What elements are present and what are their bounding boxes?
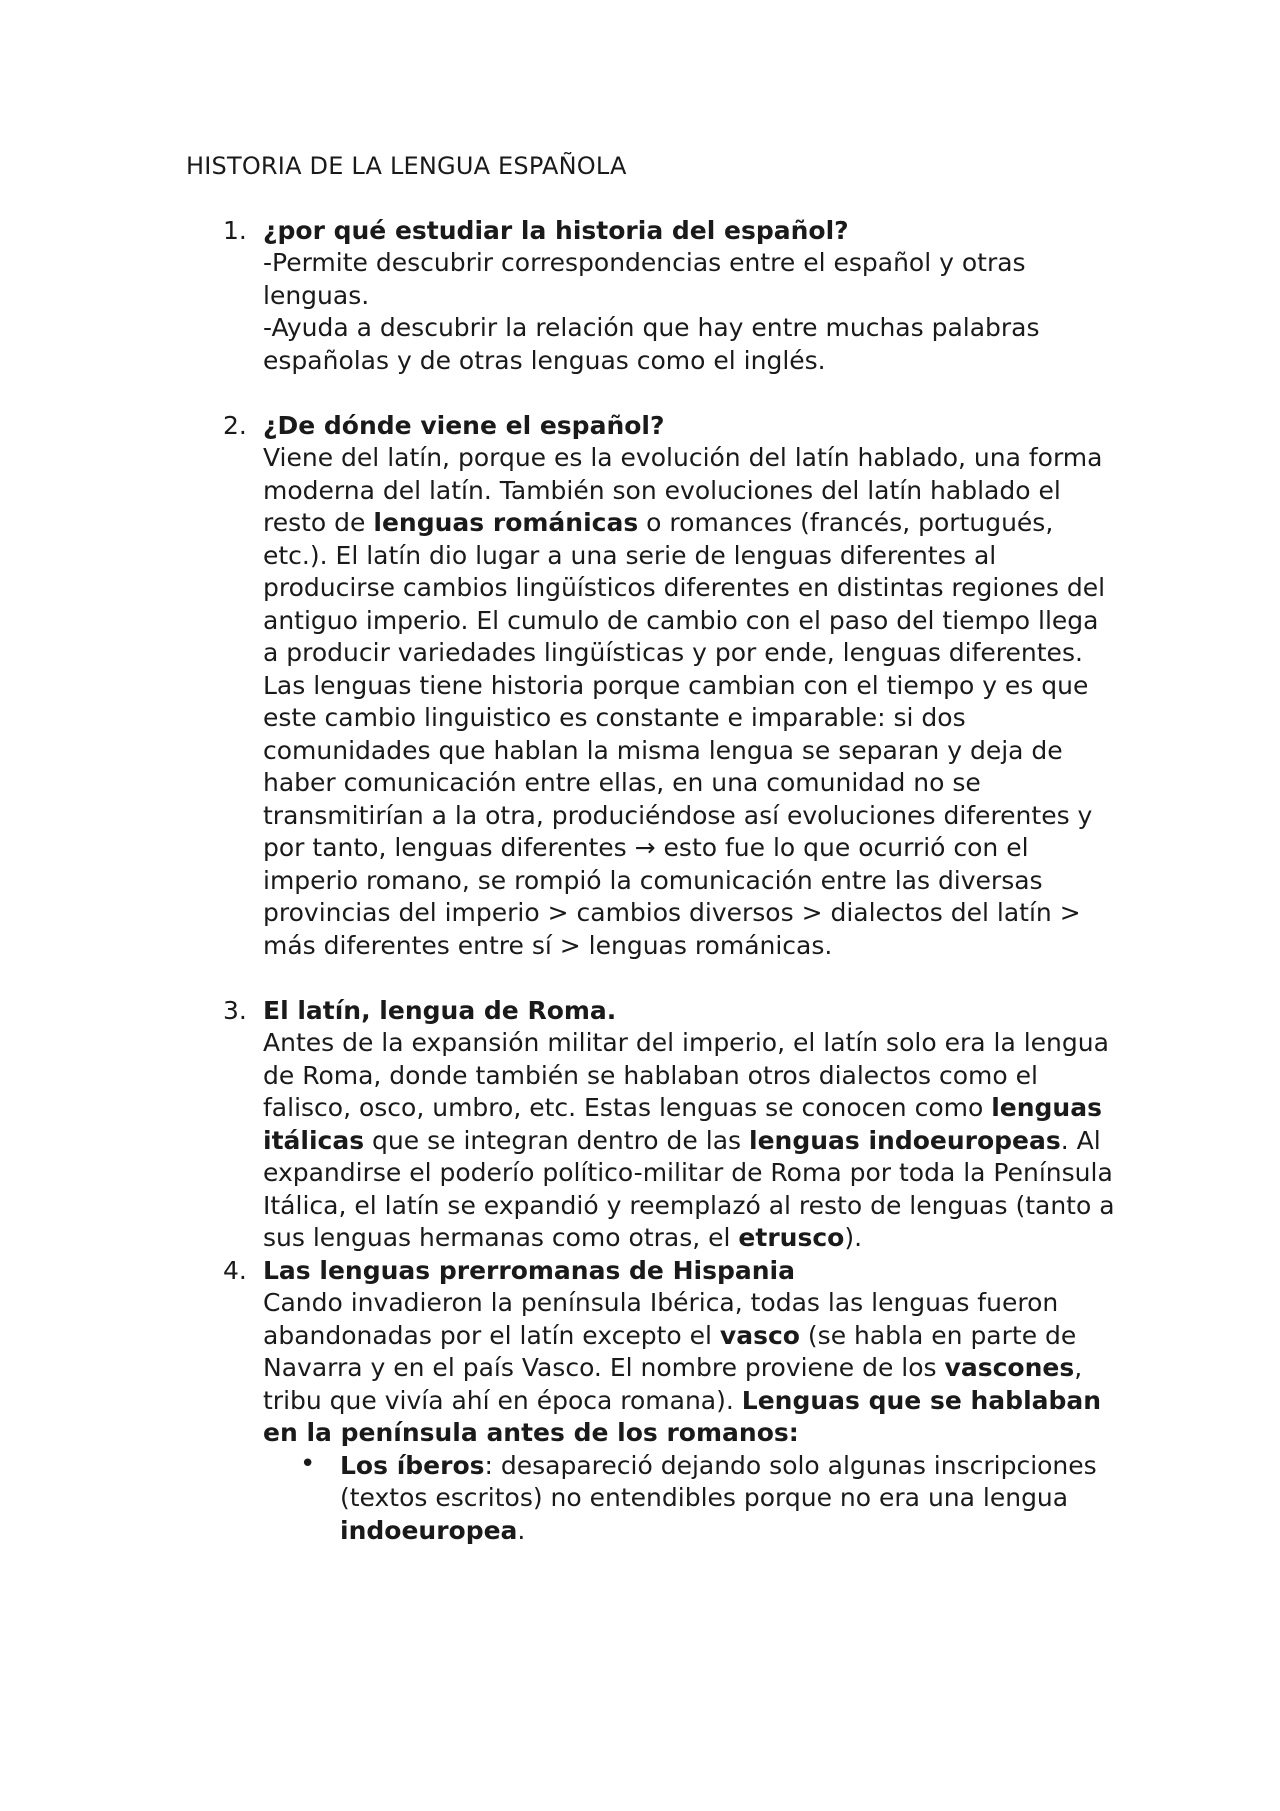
text-run: que se integran dentro de las bbox=[364, 1125, 749, 1155]
section-heading: ¿por qué estudiar la historia del español? bbox=[263, 215, 849, 245]
section-number: 3. bbox=[223, 995, 247, 1025]
section-heading: El latín, lengua de Roma. bbox=[263, 995, 617, 1025]
document-page bbox=[186, 150, 1116, 1547]
text-run: Antes de la expansión militar del imperio, el latín solo era la lengua de Roma, donde también se hablaban otros dialectos como el falisco, osco, umbro, etc. Estas lenguas se conocen como bbox=[263, 1028, 1109, 1122]
bold-term: lenguas itálicas bbox=[263, 1093, 1102, 1155]
section-line: -Permite descubrir correspondencias entre el español y otras lenguas. bbox=[263, 248, 1026, 310]
section-spacer bbox=[186, 962, 1116, 995]
bullet-icon: • bbox=[300, 1448, 316, 1479]
bold-term: etrusco bbox=[738, 1223, 845, 1252]
bold-term: vascones bbox=[944, 1353, 1075, 1382]
section-1 bbox=[186, 215, 1116, 378]
section-number: 2. bbox=[223, 410, 247, 440]
arrow-icon: → bbox=[634, 833, 656, 862]
section-2 bbox=[186, 410, 1116, 963]
section-paragraph bbox=[263, 670, 1116, 963]
section-4 bbox=[186, 1255, 1116, 1548]
bold-term: lenguas románicas bbox=[373, 508, 639, 537]
section-heading: ¿De dónde viene el español? bbox=[263, 410, 665, 440]
text-run: . bbox=[517, 1515, 526, 1545]
section-line: -Ayuda a descubrir la relación que hay entre muchas palabras españolas y de otras lenguas como el inglés. bbox=[263, 313, 1040, 375]
section-heading: Las lenguas prerromanas de Hispania bbox=[263, 1255, 795, 1285]
text-run: Las lenguas tiene historia porque cambian con el tiempo y es que este cambio linguistico es constante e imparable: si dos comunidades que hablan la misma lengua se separan y deja de haber comunicación entre ellas, en una comunidad no se transmitirían a la otra, produciéndose así evoluciones diferentes y por tanto, lenguas diferentes bbox=[263, 670, 1093, 862]
bold-term: vasco bbox=[719, 1320, 800, 1350]
list-item bbox=[300, 1448, 1116, 1548]
section-paragraph bbox=[263, 442, 1116, 670]
bold-term: lenguas indoeuropeas bbox=[749, 1125, 1061, 1155]
text-run: ). bbox=[844, 1223, 863, 1252]
section-number: 4. bbox=[223, 1255, 247, 1285]
document-title: HISTORIA DE LA LENGUA ESPAÑOLA bbox=[186, 152, 627, 180]
text-run: (se habla en parte de Navarra y en el país Vasco. El nombre proviene de los bbox=[263, 1320, 1077, 1382]
section-spacer bbox=[186, 377, 1116, 410]
text-run: : desapareció dejando solo algunas inscripciones (textos escritos) no entendibles porque no era una lengua bbox=[340, 1450, 1097, 1512]
bold-term: Los íberos bbox=[340, 1450, 485, 1480]
text-run: , tribu que vivía ahí en época romana). bbox=[263, 1353, 1083, 1415]
bold-term: Lenguas que se hablaban en la península antes de los romanos: bbox=[263, 1385, 1102, 1447]
section-paragraph bbox=[263, 1027, 1116, 1255]
text-run: . Al expandirse el poderío político-militar de Roma por toda la Península Itálica, el latín se expandió y reemplazó al resto de lenguas (tanto a sus lenguas hermanas como otras, el bbox=[263, 1125, 1115, 1252]
section-paragraph bbox=[263, 1287, 1116, 1450]
text-run: o romances (francés, portugués, etc.). El latín dio lugar a una serie de lenguas diferentes al producirse cambios lingüísticos diferentes en distintas regiones del antiguo imperio. El cumulo de cambio con el paso del tiempo llega a producir variedades lingüísticas y por ende, lenguas diferentes. bbox=[263, 508, 1106, 667]
text-run: esto fue lo que ocurrió con el imperio romano, se rompió la comunicación entre las diversas provincias del imperio > cambios diversos > dialectos del latín > más diferentes entre sí > lenguas románicas. bbox=[263, 833, 1081, 960]
text-run: Viene del latín, porque es la evolución del latín hablado, una forma moderna del latín. También son evoluciones del latín hablado el resto de bbox=[263, 443, 1103, 537]
bold-term: indoeuropea bbox=[340, 1515, 518, 1545]
bullet-list bbox=[263, 1450, 1116, 1548]
section-3 bbox=[186, 995, 1116, 1255]
section-number: 1. bbox=[223, 215, 247, 245]
text-run: Cando invadieron la península Ibérica, todas las lenguas fueron abandonadas por el latín excepto el bbox=[263, 1288, 1059, 1350]
